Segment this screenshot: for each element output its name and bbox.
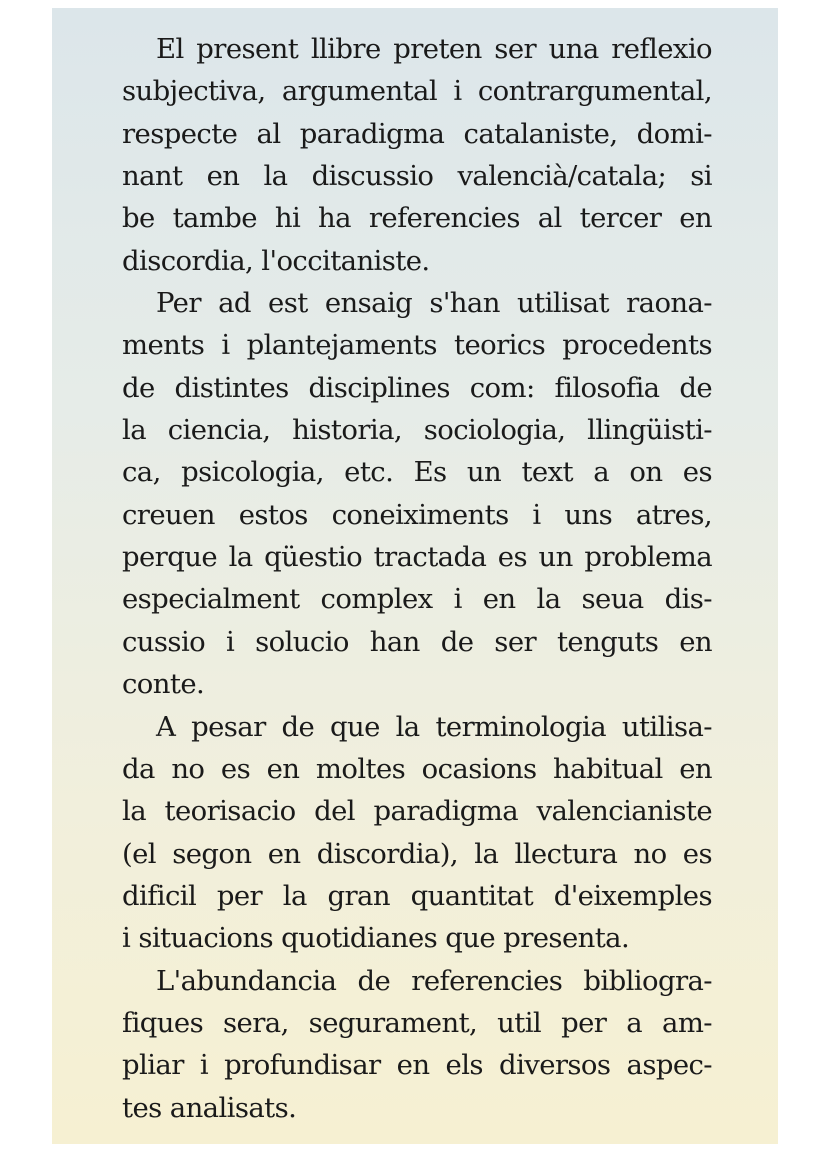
- text-line: de distintes disciplines com: filosofia de: [122, 371, 712, 404]
- text-line: conte.: [122, 668, 205, 701]
- paragraph-4: [122, 960, 712, 1129]
- text-line: ca, psicologia, etc. Es un text a on es: [122, 456, 712, 489]
- book-page: [52, 8, 778, 1144]
- paragraph-3: [122, 706, 712, 960]
- text-line: respecte al paradigma catalaniste, domi-: [122, 117, 712, 150]
- text-line: (el segon en discordia), la llectura no es: [122, 837, 712, 870]
- text-line: cussio i solucio han de ser tenguts en: [122, 625, 712, 658]
- text-line: L'abundancia de referencies bibliogra-: [156, 964, 712, 997]
- text-line: nant en la discussio valencià/catala; si: [122, 160, 712, 193]
- text-line: pliar i profundisar en els diversos aspec-: [122, 1049, 712, 1082]
- text-line: perque la qüestio tractada es un problema: [122, 541, 712, 574]
- text-line: creuen estos coneiximents i uns atres,: [122, 498, 712, 531]
- text-line: fiques sera, segurament, util per a am-: [122, 1006, 712, 1039]
- body-text: [122, 28, 712, 1129]
- text-line: ments i plantejaments teorics procedents: [122, 329, 712, 362]
- text-line: subjectiva, argumental i contrargumental,: [122, 75, 712, 108]
- paragraph-2: [122, 282, 712, 705]
- text-line: A pesar de que la terminologia utilisa-: [156, 710, 712, 743]
- text-line: Per ad est ensaig s'han utilisat raona-: [156, 287, 712, 320]
- text-line: da no es en moltes ocasions habitual en: [122, 752, 712, 785]
- text-line: discordia, l'occitaniste.: [122, 244, 430, 277]
- text-line: be tambe hi ha referencies al tercer en: [122, 202, 712, 235]
- text-line: tes analisats.: [122, 1091, 297, 1124]
- text-line: dificil per la gran quantitat d'eixemples: [122, 879, 712, 912]
- paragraph-1: [122, 28, 712, 282]
- text-line: la ciencia, historia, sociologia, llingüisti-: [122, 414, 712, 447]
- text-line: El present llibre preten ser una reflexio: [156, 33, 712, 65]
- text-line: la teorisacio del paradigma valencianiste: [122, 795, 712, 828]
- text-line: especialment complex i en la seua dis-: [122, 583, 712, 616]
- text-line: i situacions quotidianes que presenta.: [122, 922, 630, 955]
